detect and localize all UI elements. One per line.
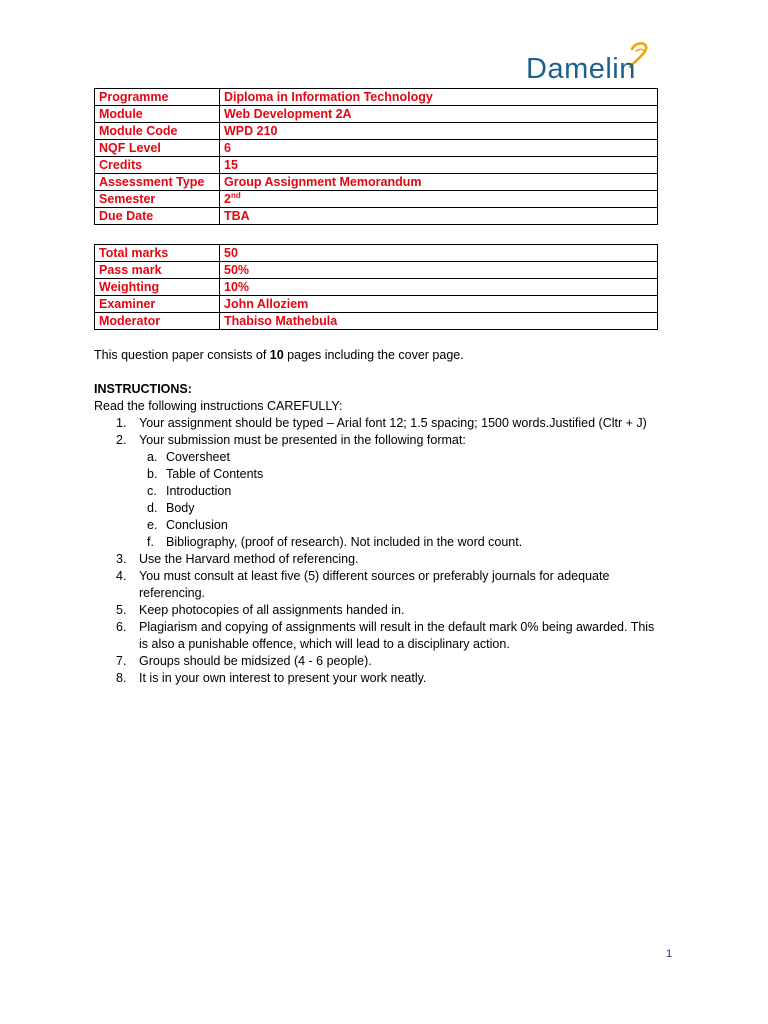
table-row bbox=[95, 123, 658, 140]
row-value-text: John Alloziem bbox=[224, 297, 309, 311]
table-row bbox=[95, 279, 658, 296]
list-subitem bbox=[94, 483, 684, 500]
row-label: Semester bbox=[95, 191, 220, 208]
row-label: Moderator bbox=[95, 313, 220, 330]
list-item-text: You must consult at least five (5) different sources or preferably journals for adequate bbox=[139, 569, 610, 583]
list-subitem-letter: d. bbox=[147, 501, 158, 515]
row-value bbox=[220, 313, 658, 330]
marks-info-table bbox=[94, 244, 658, 330]
list-item-text: It is in your own interest to present your work neatly. bbox=[139, 671, 427, 685]
page-number: 1 bbox=[666, 948, 673, 960]
table-row bbox=[95, 208, 658, 225]
row-value bbox=[220, 140, 658, 157]
list-item-text: Your assignment should be typed – Arial font 12; 1.5 spacing; 1500 words.Justified (Cltr + J) bbox=[139, 416, 647, 430]
list-subitem bbox=[94, 449, 684, 466]
row-value-text: 6 bbox=[224, 141, 231, 155]
row-value-text: Diploma in Information Technology bbox=[224, 90, 433, 104]
row-label: Examiner bbox=[95, 296, 220, 313]
list-item-text: Keep photocopies of all assignments handed in. bbox=[139, 603, 405, 617]
list-item bbox=[94, 415, 684, 432]
list-item-text: Your submission must be presented in the following format: bbox=[139, 433, 466, 447]
page-count-statement bbox=[94, 347, 464, 364]
list-subitem bbox=[94, 500, 684, 517]
row-value-text: Web Development 2A bbox=[224, 107, 352, 121]
list-subitem-letter: e. bbox=[147, 518, 158, 532]
page-count-before: This question paper consists of bbox=[94, 348, 270, 362]
row-label: Due Date bbox=[95, 208, 220, 225]
list-item-text: referencing. bbox=[139, 586, 206, 600]
table-row bbox=[95, 245, 658, 262]
row-value bbox=[220, 157, 658, 174]
table-row bbox=[95, 157, 658, 174]
table-row bbox=[95, 313, 658, 330]
instructions-intro: Read the following instructions CAREFULLY: bbox=[94, 399, 343, 413]
list-item-number: 1. bbox=[116, 416, 127, 430]
list-item-number: 6. bbox=[116, 620, 127, 634]
row-value-text: Group Assignment Memorandum bbox=[224, 175, 422, 189]
row-value-text: 10% bbox=[224, 280, 250, 294]
row-value bbox=[220, 208, 658, 225]
row-label: Programme bbox=[95, 89, 220, 106]
list-subitem-text: Coversheet bbox=[166, 450, 230, 464]
row-value bbox=[220, 245, 658, 262]
row-label: Credits bbox=[95, 157, 220, 174]
list-item-number: 2. bbox=[116, 433, 127, 447]
table-row bbox=[95, 140, 658, 157]
row-label: Weighting bbox=[95, 279, 220, 296]
list-item bbox=[94, 670, 684, 687]
list-subitem-text: Conclusion bbox=[166, 518, 228, 532]
list-item-number: 8. bbox=[116, 671, 127, 685]
list-item bbox=[94, 585, 684, 602]
list-subitem-letter: f. bbox=[147, 535, 154, 549]
table-row bbox=[95, 89, 658, 106]
list-subitem-text: Body bbox=[166, 501, 195, 515]
list-item-number: 7. bbox=[116, 654, 127, 668]
row-value bbox=[220, 191, 658, 208]
row-value-text: 50 bbox=[224, 246, 238, 260]
list-item-text: is also a punishable offence, which will lead to a disciplinary action. bbox=[139, 637, 510, 651]
row-value-text: Thabiso Mathebula bbox=[224, 314, 338, 328]
list-item-number: 4. bbox=[116, 569, 127, 583]
list-item bbox=[94, 619, 684, 636]
list-item bbox=[94, 653, 684, 670]
list-item-text: Groups should be midsized (4 - 6 people). bbox=[139, 654, 372, 668]
row-value bbox=[220, 296, 658, 313]
list-subitem bbox=[94, 466, 684, 483]
row-value bbox=[220, 279, 658, 296]
table-row bbox=[95, 262, 658, 279]
list-subitem-letter: c. bbox=[147, 484, 157, 498]
row-label: NQF Level bbox=[95, 140, 220, 157]
row-value-text: 50% bbox=[224, 263, 250, 277]
row-label: Total marks bbox=[95, 245, 220, 262]
row-value-text: 2 bbox=[224, 192, 231, 206]
row-value bbox=[220, 262, 658, 279]
list-item-number: 3. bbox=[116, 552, 127, 566]
page-count-number: 10 bbox=[269, 348, 284, 362]
list-subitem-text: Introduction bbox=[166, 484, 232, 498]
row-value-text: 15 bbox=[224, 158, 238, 172]
list-subitem-text: Bibliography, (proof of research). Not included in the word count. bbox=[166, 535, 523, 549]
damelin-logo bbox=[526, 40, 686, 90]
list-subitem-text: Table of Contents bbox=[166, 467, 264, 481]
table-row bbox=[95, 296, 658, 313]
list-subitem-letter: b. bbox=[147, 467, 158, 481]
module-info-table bbox=[94, 88, 658, 225]
row-label: Pass mark bbox=[95, 262, 220, 279]
page-count-after: pages including the cover page. bbox=[283, 348, 464, 362]
row-label: Assessment Type bbox=[95, 174, 220, 191]
list-subitem-letter: a. bbox=[147, 450, 158, 464]
list-item bbox=[94, 602, 684, 619]
instructions-heading: INSTRUCTIONS: bbox=[94, 382, 192, 396]
list-subitem bbox=[94, 534, 684, 551]
table-row bbox=[95, 106, 658, 123]
list-item-text: Plagiarism and copying of assignments will result in the default mark 0% being awarded. This bbox=[139, 620, 655, 634]
row-label: Module bbox=[95, 106, 220, 123]
row-value-text: WPD 210 bbox=[224, 124, 278, 138]
row-value bbox=[220, 123, 658, 140]
list-item bbox=[94, 551, 684, 568]
list-item bbox=[94, 432, 684, 449]
table-row bbox=[95, 174, 658, 191]
list-item bbox=[94, 568, 684, 585]
list-subitem bbox=[94, 517, 684, 534]
logo-text: Damelin bbox=[526, 53, 636, 85]
table-row bbox=[95, 191, 658, 208]
row-value bbox=[220, 174, 658, 191]
row-label: Module Code bbox=[95, 123, 220, 140]
row-value bbox=[220, 106, 658, 123]
list-item-text: Use the Harvard method of referencing. bbox=[139, 552, 359, 566]
instructions-list bbox=[94, 415, 684, 687]
list-item-number: 5. bbox=[116, 603, 127, 617]
row-value-superscript: nd bbox=[230, 191, 241, 200]
row-value-text: TBA bbox=[224, 209, 250, 223]
list-item bbox=[94, 636, 684, 653]
row-value bbox=[220, 89, 658, 106]
